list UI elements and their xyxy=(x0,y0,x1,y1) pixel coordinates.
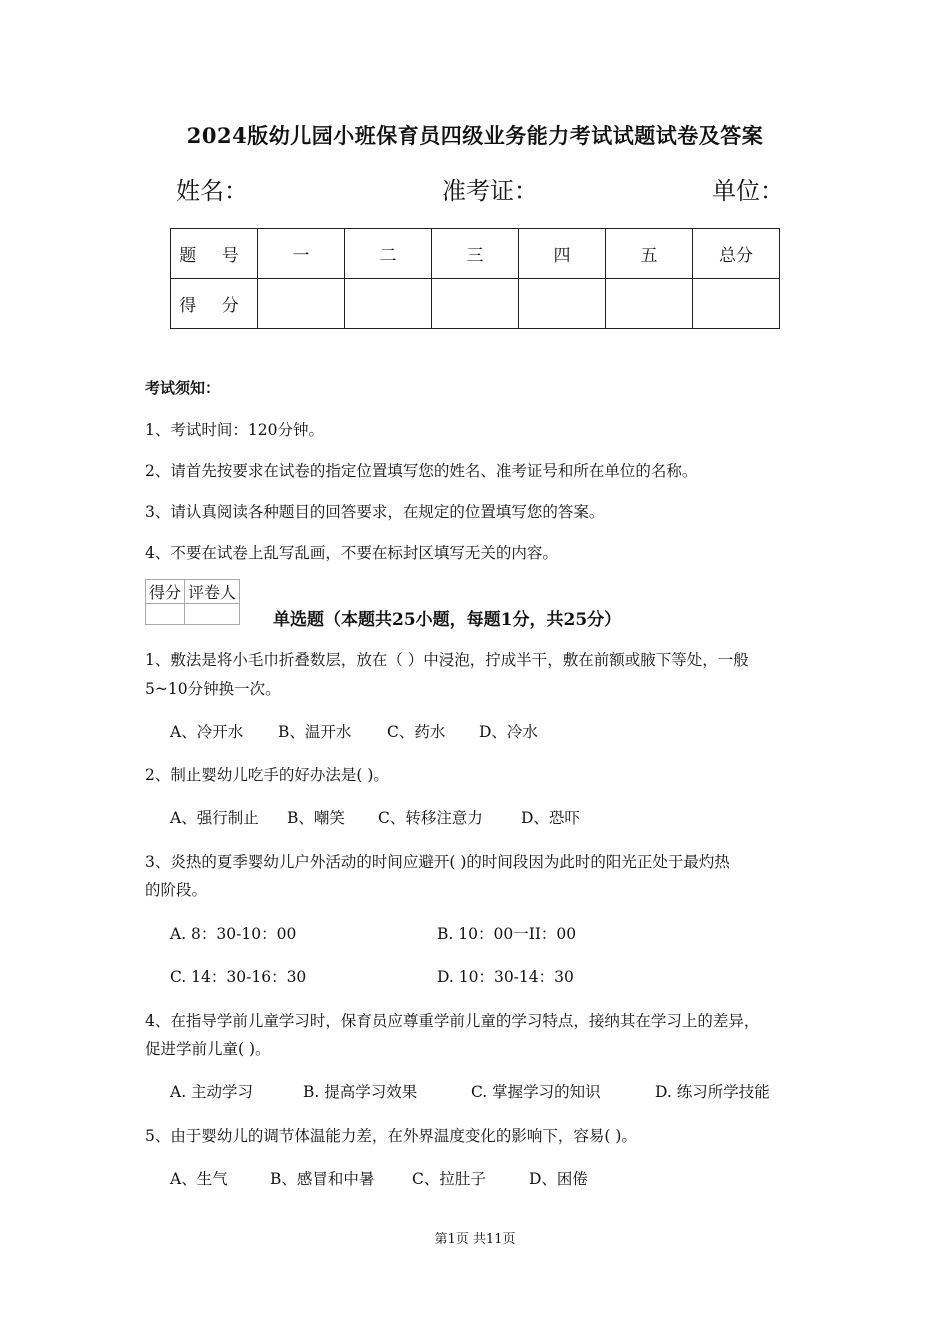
question-4-option-b[interactable]: B. 提高学习效果 xyxy=(303,1083,418,1101)
page-title: 2024版幼儿园小班保育员四级业务能力考试试题试卷及答案 xyxy=(186,123,764,148)
notice-item-3: 3、请认真阅读各种题目的回答要求，在规定的位置填写您的答案。 xyxy=(145,503,605,521)
question-3-option-c[interactable]: C. 14：30-16：30 xyxy=(170,968,307,986)
question-3-line-1: 3、炎热的夏季婴幼儿户外活动的时间应避开( )的时间段因为此时的阳光正处于最灼热 xyxy=(145,853,730,871)
score-cell-4[interactable] xyxy=(519,279,606,329)
question-4-line-1: 4、在指导学前儿童学习时，保育员应尊重学前儿童的学习特点，接纳其在学习上的差异， xyxy=(145,1012,760,1030)
notice-item-1: 1、考试时间：120分钟。 xyxy=(145,421,324,439)
score-header-2: 二 xyxy=(345,229,432,279)
score-header-5: 五 xyxy=(606,229,693,279)
grader-box xyxy=(145,579,240,625)
question-5-option-d[interactable]: D、困倦 xyxy=(529,1170,588,1188)
question-3-option-b[interactable]: B. 10：00一II：00 xyxy=(437,925,577,943)
question-1-line-2: 5~10分钟换一次。 xyxy=(145,680,281,698)
notice-item-2: 2、请首先按要求在试卷的指定位置填写您的姓名、准考证号和所在单位的名称。 xyxy=(145,462,698,480)
score-table-score-row xyxy=(171,279,780,329)
score-table-header-row xyxy=(171,229,780,279)
score-header-1: 一 xyxy=(258,229,345,279)
question-5-option-a[interactable]: A、生气 xyxy=(170,1170,228,1188)
question-4-option-a[interactable]: A. 主动学习 xyxy=(170,1083,254,1101)
grader-score-cell[interactable] xyxy=(146,604,185,625)
question-5-option-c[interactable]: C、拉肚子 xyxy=(412,1170,486,1188)
question-4-line-2: 促进学前儿童( )。 xyxy=(145,1040,271,1058)
score-header-4: 四 xyxy=(519,229,606,279)
section-title: 单选题（本题共25小题，每题1分，共25分） xyxy=(273,610,622,630)
grader-score-label: 得分 xyxy=(146,580,185,604)
question-2-option-b[interactable]: B、嘲笑 xyxy=(287,809,345,827)
page-footer: 第1页 共11页 xyxy=(434,1232,516,1247)
question-2-line-1: 2、制止婴幼儿吃手的好办法是( )。 xyxy=(145,766,389,784)
exam-id-label: 准考证： xyxy=(442,177,538,205)
question-4-option-d[interactable]: D. 练习所学技能 xyxy=(655,1083,770,1101)
score-header-label: 题 号 xyxy=(171,229,258,279)
question-4-option-c[interactable]: C. 掌握学习的知识 xyxy=(471,1083,601,1101)
score-row-label: 得 分 xyxy=(171,279,258,329)
question-3-line-2: 的阶段。 xyxy=(145,881,208,899)
name-label: 姓名： xyxy=(176,177,248,205)
question-2-option-a[interactable]: A、强行制止 xyxy=(170,809,259,827)
score-cell-2[interactable] xyxy=(345,279,432,329)
question-5-option-b[interactable]: B、感冒和中暑 xyxy=(270,1170,375,1188)
score-header-3: 三 xyxy=(432,229,519,279)
question-1-option-d[interactable]: D、冷水 xyxy=(479,723,538,741)
question-1-option-c[interactable]: C、药水 xyxy=(387,723,446,741)
grader-reviewer-cell[interactable] xyxy=(185,604,240,625)
question-3-option-d[interactable]: D. 10：30-14：30 xyxy=(437,968,574,986)
score-cell-3[interactable] xyxy=(432,279,519,329)
question-1-option-b[interactable]: B、温开水 xyxy=(278,723,352,741)
question-3-option-a[interactable]: A. 8：30-10：00 xyxy=(170,925,297,943)
score-header-total: 总分 xyxy=(693,229,780,279)
grader-reviewer-label: 评卷人 xyxy=(185,580,240,604)
question-2-option-d[interactable]: D、恐吓 xyxy=(521,809,580,827)
score-cell-total[interactable] xyxy=(693,279,780,329)
score-cell-1[interactable] xyxy=(258,279,345,329)
question-5-line-1: 5、由于婴幼儿的调节体温能力差，在外界温度变化的影响下，容易( )。 xyxy=(145,1127,637,1145)
question-1-line-1: 1、敷法是将小毛巾折叠数层，放在（ ）中浸泡，拧成半干，敷在前额或腋下等处，一般 xyxy=(145,651,749,669)
notice-item-4: 4、不要在试卷上乱写乱画，不要在标封区填写无关的内容。 xyxy=(145,544,558,562)
notice-heading: 考试须知： xyxy=(145,379,221,397)
question-2-option-c[interactable]: C、转移注意力 xyxy=(378,809,483,827)
question-1-option-a[interactable]: A、冷开水 xyxy=(170,723,244,741)
score-table xyxy=(170,228,780,329)
score-cell-5[interactable] xyxy=(606,279,693,329)
unit-label: 单位： xyxy=(712,177,784,205)
